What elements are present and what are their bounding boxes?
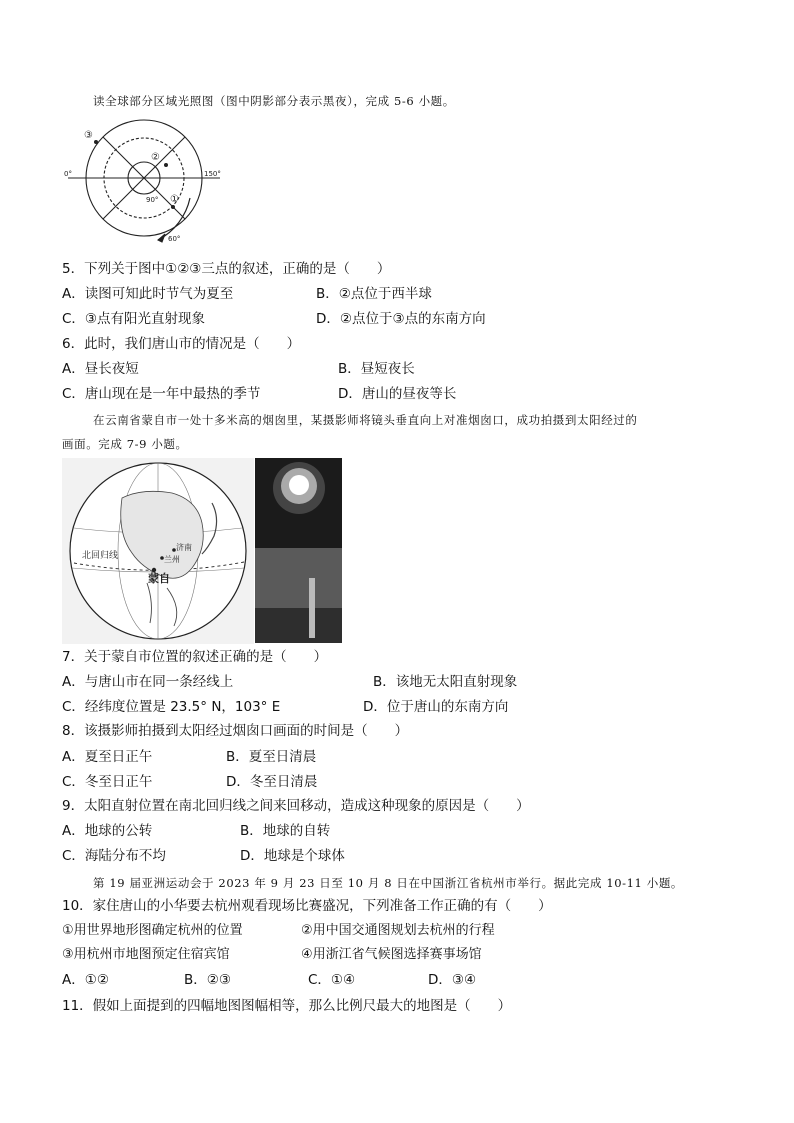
q6-stem: 6．此时，我们唐山市的情况是（ ） <box>62 336 301 352</box>
q10-option-d[interactable]: D．③④ <box>428 972 477 988</box>
q8-option-d[interactable]: D．冬至日清晨 <box>226 774 318 790</box>
sun-through-chimney-photo <box>255 458 342 548</box>
label-150-deg: 150° <box>204 170 221 178</box>
q11-stem: 11．假如上面提到的四幅地图图幅相等，那么比例尺最大的地图是（ ） <box>62 998 512 1014</box>
q6-option-b[interactable]: B．昼短夜长 <box>338 361 415 377</box>
label-point-3: ③ <box>84 130 93 141</box>
label-jinan: 济南 <box>176 543 192 552</box>
label-90-deg: 90° <box>146 196 159 204</box>
q8-stem: 8．该摄影师拍摄到太阳经过烟囱口画面的时间是（ ） <box>62 723 409 739</box>
q7-option-d[interactable]: D．位于唐山的东南方向 <box>363 699 509 715</box>
q10-statement-1: ①用世界地形图确定杭州的位置 <box>62 923 243 938</box>
label-60-deg: 60° <box>168 235 181 243</box>
q5-stem: 5．下列关于图中①②③三点的叙述，正确的是（ ） <box>62 261 391 277</box>
q8-option-c[interactable]: C．冬至日正午 <box>62 774 153 790</box>
label-tropic: 北回归线 <box>82 551 119 561</box>
q10-option-c[interactable]: C．①④ <box>308 972 356 988</box>
chimney-photo <box>255 548 342 643</box>
label-mengzi: 蒙自 <box>148 572 170 585</box>
q10-statement-4: ④用浙江省气候图选择赛事场馆 <box>301 947 482 962</box>
q9-option-b[interactable]: B．地球的自转 <box>240 823 331 839</box>
label-point-2: ② <box>151 152 160 163</box>
q5-option-a[interactable]: A．读图可知此时节气为夏至 <box>62 286 234 302</box>
q9-stem: 9．太阳直射位置在南北回归线之间来回移动，造成这种现象的原因是（ ） <box>62 798 530 814</box>
q10-option-a[interactable]: A．①② <box>62 972 109 988</box>
q10-statement-2: ②用中国交通图规划去杭州的行程 <box>301 923 495 938</box>
q5-option-d[interactable]: D．②点位于③点的东南方向 <box>316 311 486 327</box>
q8-option-a[interactable]: A．夏至日正午 <box>62 749 153 765</box>
label-lanzhou: 兰州 <box>164 555 180 564</box>
intro-text-10-11: 第 19 届亚洲运动会于 2023 年 9 月 23 日至 10 月 8 日在中国浙江省杭州市举行。据此完成 10-11 小题。 <box>93 876 684 890</box>
q5-option-b[interactable]: B．②点位于西半球 <box>316 286 432 302</box>
q5-option-c[interactable]: C．③点有阳光直射现象 <box>62 311 206 327</box>
q7-option-b[interactable]: B．该地无太阳直射现象 <box>373 674 518 690</box>
globe-map <box>62 458 254 644</box>
intro-text-7-9-line2: 画面。完成 7-9 小题。 <box>62 437 188 451</box>
q7-option-c[interactable]: C．经纬度位置是 23.5° N，103° E <box>62 699 281 715</box>
label-0-deg: 0° <box>64 170 72 178</box>
q10-stem: 10．家住唐山的小华要去杭州观看现场比赛盛况，下列准备工作正确的有（ ） <box>62 898 552 914</box>
point-1-marker <box>171 205 175 209</box>
q9-option-a[interactable]: A．地球的公转 <box>62 823 153 839</box>
q7-stem: 7．关于蒙自市位置的叙述正确的是（ ） <box>62 649 328 665</box>
label-point-1: ① <box>170 194 179 205</box>
q6-option-a[interactable]: A．昼长夜短 <box>62 361 139 377</box>
q9-option-c[interactable]: C．海陆分布不均 <box>62 848 166 864</box>
point-2-marker <box>164 163 168 167</box>
q8-option-b[interactable]: B．夏至日清晨 <box>226 749 317 765</box>
q10-statement-3: ③用杭州市地图预定住宿宾馆 <box>62 947 230 962</box>
intro-text-5-6: 读全球部分区域光照图（图中阴影部分表示黑夜），完成 5-6 小题。 <box>93 94 455 108</box>
q6-option-c[interactable]: C．唐山现在是一年中最热的季节 <box>62 386 261 402</box>
intro-text-7-9-line1: 在云南省蒙自市一处十多米高的烟囱里，某摄影师将镜头垂直向上对准烟囱口，成功拍摄到太阳经过的 <box>93 413 638 427</box>
point-3-marker <box>94 140 98 144</box>
q9-option-d[interactable]: D．地球是个球体 <box>240 848 345 864</box>
illumination-diagram <box>62 112 222 247</box>
q7-option-a[interactable]: A．与唐山市在同一条经线上 <box>62 674 234 690</box>
q6-option-d[interactable]: D．唐山的昼夜等长 <box>338 386 457 402</box>
q10-option-b[interactable]: B．②③ <box>184 972 231 988</box>
